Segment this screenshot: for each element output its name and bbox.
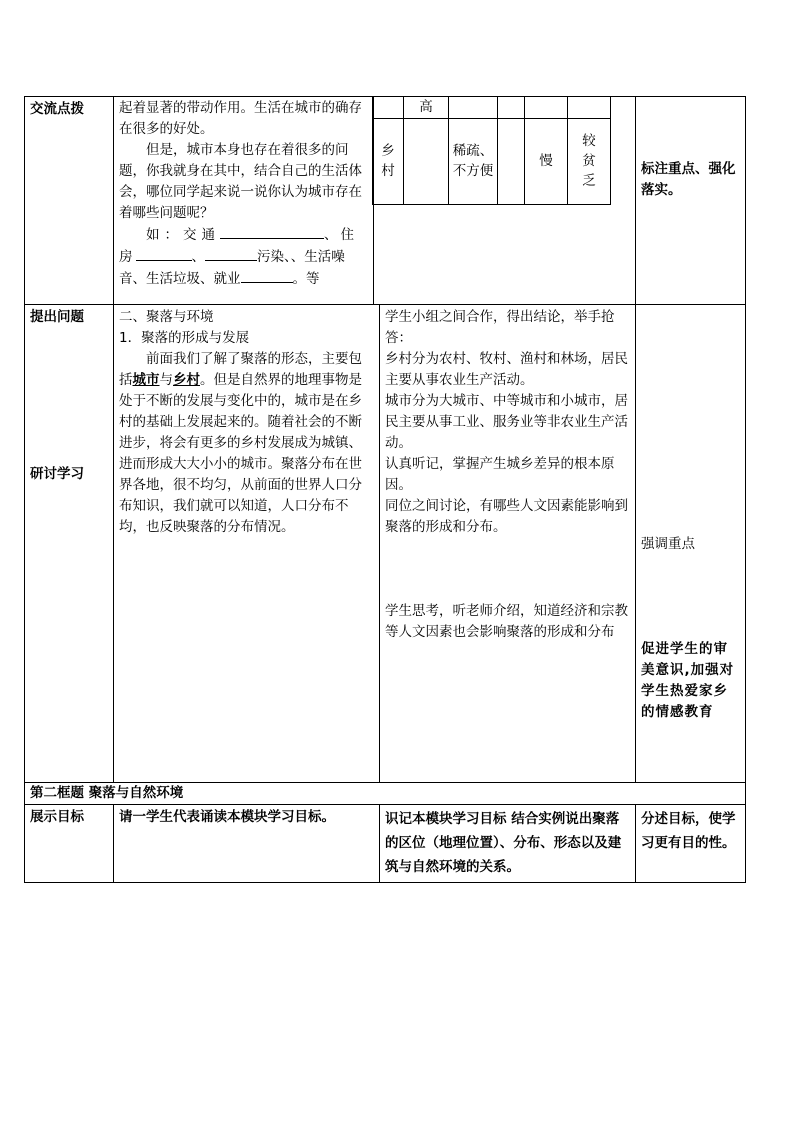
inner-cell-speed: 慢 bbox=[525, 119, 568, 205]
note-aesthetic: 促进学生的审美意识,加强对学生热爱家乡的情感教育 bbox=[641, 641, 735, 720]
label-tichu-wenti: 提出问题 bbox=[30, 309, 84, 325]
tichu-heading: 二、聚落与环境 bbox=[119, 309, 214, 325]
jiaoliu-text-3: 如：交通 、住房 、 污染、、生活噪音、生活垃圾、就业 。等 bbox=[119, 224, 368, 290]
student-text-5: 同位之间讨论，有哪些人文因素能影响到聚落的形成和分布。 bbox=[385, 498, 628, 535]
blank-housing bbox=[136, 246, 192, 261]
student-text-3: 城市分为大城市、中等城市和小城市，居民主要从事工业、服务业等非农业生产活动。 bbox=[385, 393, 628, 451]
inner-cell-wealth: 较贫乏 bbox=[568, 119, 611, 205]
note-cell-jiaoliu: 标注重点、强化落实。 bbox=[636, 97, 746, 305]
teacher-cell-zhanshi: 请一学生代表诵读本模块学习目标。 bbox=[114, 805, 380, 883]
note-emphasis: 强调重点 bbox=[641, 536, 695, 552]
row-label-zhanshi: 展示目标 bbox=[25, 805, 114, 883]
inner-row-rural bbox=[373, 119, 611, 205]
blank-pollution bbox=[205, 246, 257, 261]
inner-cell-density: 稀疏、不方便 bbox=[449, 119, 498, 205]
note-cell-tichu bbox=[636, 305, 746, 783]
row-jiaoliu bbox=[25, 97, 746, 305]
student-text-6: 学生思考，听老师介绍，知道经济和宗教等人文因素也会影响聚落的形成和分布 bbox=[385, 603, 628, 640]
row-section-title bbox=[25, 783, 746, 805]
row-zhanshi bbox=[25, 805, 746, 883]
tichu-paragraph: 前面我们了解了聚落的形态，主要包括城市与乡村。但是自然界的地理事物是处于不断的发展与变化中的，城市是在乡村的基础上发展起来的。随着社会的不断进步，将会有更多的乡村发展成为城镇、进而形成大大小小的城市。聚落分布在世界各地，很不均匀，从前面的世界人口分布知识，我们就可以知道，人口分布不均，也反映聚落的分布情况。 bbox=[119, 351, 362, 535]
student-text-2: 乡村分为农村、牧村、渔村和林场，居民主要从事农业生产活动。 bbox=[385, 351, 628, 388]
urban-rural-comparison-table bbox=[372, 96, 611, 205]
label-yantao-xuexi: 研讨学习 bbox=[30, 466, 84, 482]
row-tichu bbox=[25, 305, 746, 783]
row-label-tichu bbox=[25, 305, 114, 783]
student-cell-zhanshi: 识记本模块学习目标 结合实例说出聚落的区位（地理位置）、分布、形态以及建筑与自然环境的关系。 bbox=[380, 805, 636, 883]
student-text-1: 学生小组之间合作，得出结论，举手抢答： bbox=[385, 309, 615, 346]
lesson-plan-table bbox=[24, 96, 746, 883]
lesson-plan-page bbox=[24, 96, 745, 883]
student-text-4: 认真听记，掌握产生城乡差异的根本原因。 bbox=[385, 456, 615, 493]
note-cell-zhanshi: 分述目标，使学习更有目的性。 bbox=[636, 805, 746, 883]
section-title: 第二框题 聚落与自然环境 bbox=[25, 783, 746, 805]
tichu-subheading: 1．聚落的形成与发展 bbox=[119, 330, 250, 346]
teacher-cell-jiaoliu bbox=[114, 97, 374, 305]
row-label-jiaoliu: 交流点拨 bbox=[25, 97, 114, 305]
inner-row-top bbox=[373, 97, 611, 119]
student-cell-tichu bbox=[380, 305, 636, 783]
jiaoliu-text-1: 起着显著的带动作用。生活在城市的确存在很多的好处。 bbox=[119, 100, 362, 137]
jiaoliu-text-2: 但是，城市本身也存在着很多的问题，你我就身在其中，结合自己的生活体会，哪位同学起来说一说你认为城市存在着哪些问题呢？ bbox=[119, 142, 362, 221]
teacher-cell-tichu bbox=[114, 305, 380, 783]
inner-cell-rural: 乡村 bbox=[373, 119, 404, 205]
blank-employment bbox=[241, 268, 293, 283]
inner-cell-high: 高 bbox=[404, 97, 449, 119]
blank-traffic bbox=[220, 224, 324, 239]
student-cell-jiaoliu bbox=[374, 97, 636, 305]
